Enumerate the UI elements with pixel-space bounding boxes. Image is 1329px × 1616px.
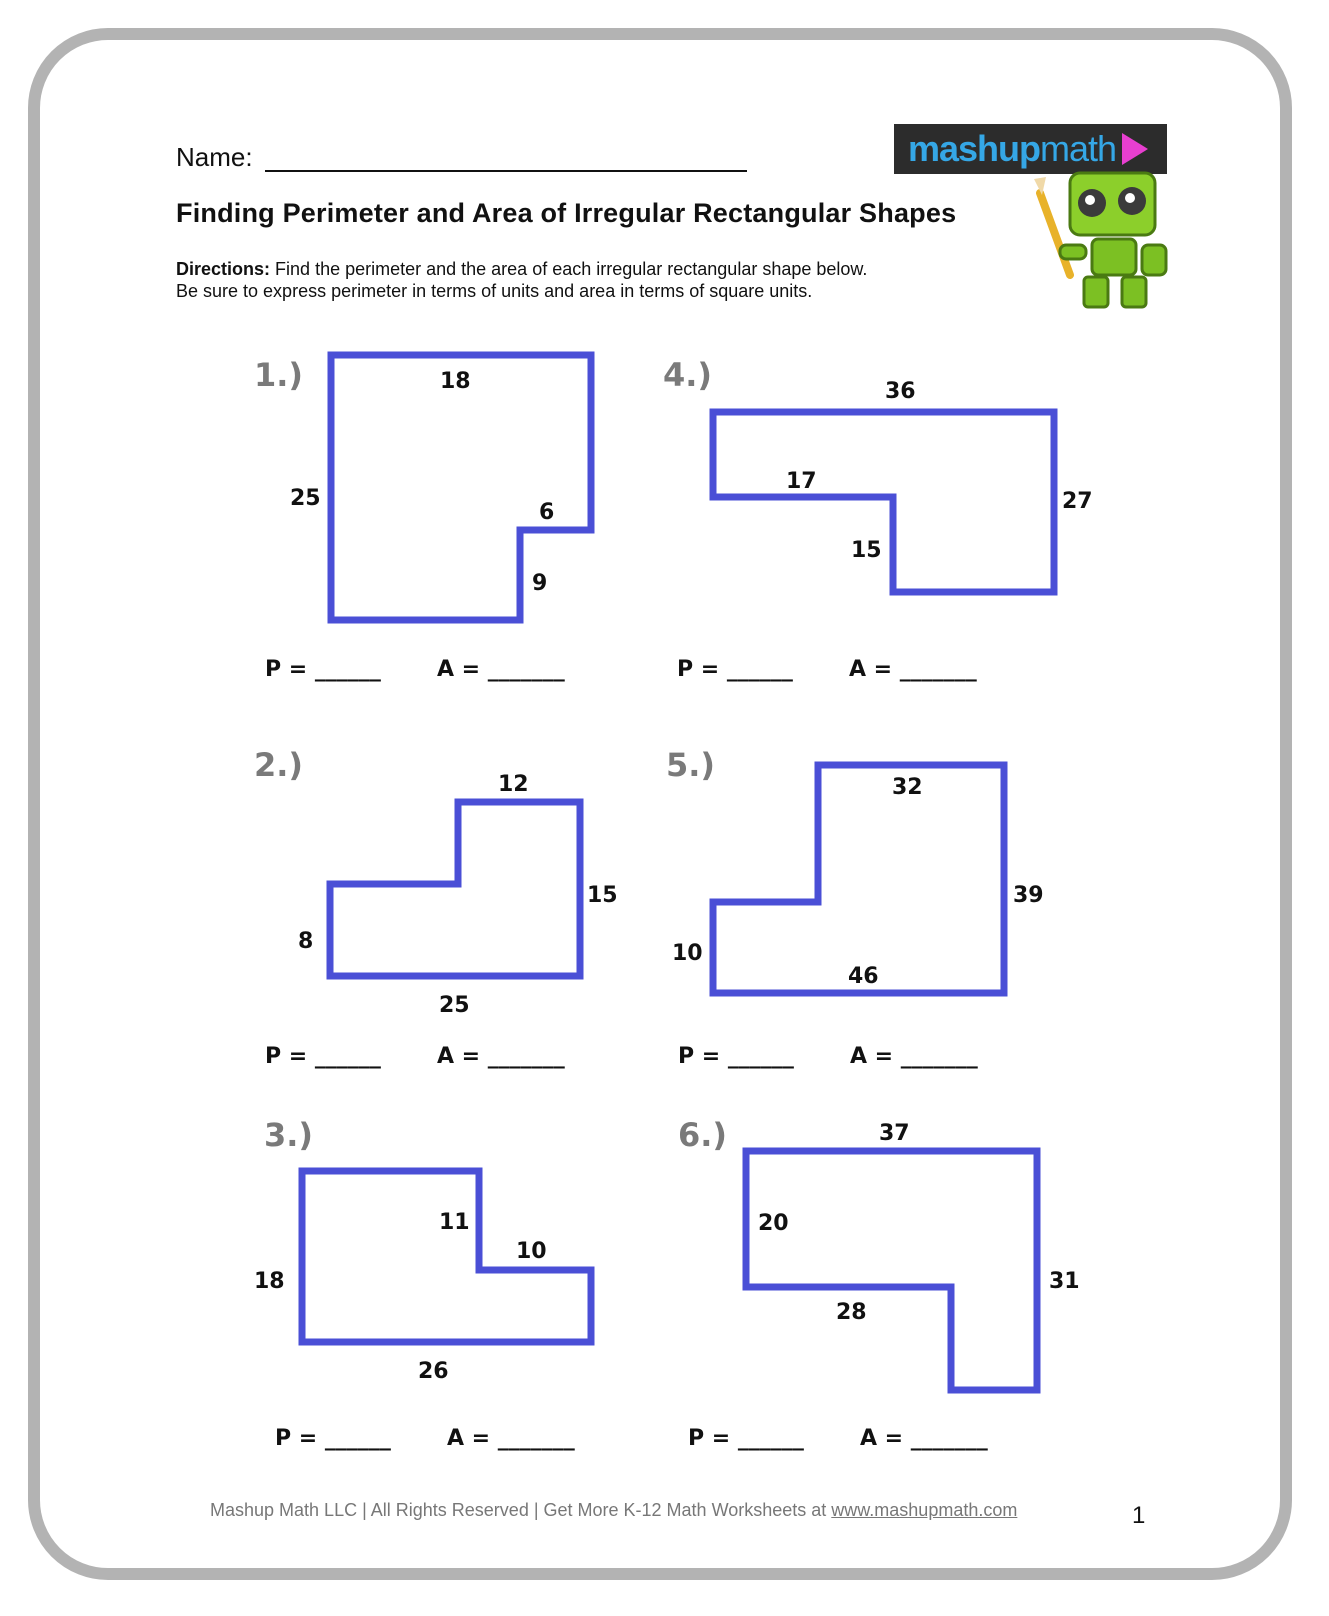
problem-6-number: 6.) — [678, 1116, 728, 1154]
problem-2-dim-top: 12 — [498, 772, 529, 797]
shape-6 — [746, 1151, 1037, 1390]
directions-line-2: Be sure to express perimeter in terms of units and area in terms of square units. — [176, 281, 813, 301]
problem-6-area-answer[interactable]: A = _______ — [860, 1426, 988, 1451]
problem-6-dim-top: 37 — [879, 1121, 910, 1146]
problem-1-dim-inner: 9 — [532, 571, 548, 596]
problem-2-dim-left: 8 — [298, 929, 314, 954]
shape-4 — [713, 412, 1054, 592]
footer — [210, 1500, 1017, 1521]
problem-3-area-answer[interactable]: A = _______ — [447, 1426, 575, 1451]
problem-3-dim-inner-vertical: 11 — [439, 1210, 470, 1235]
problem-4-perimeter-answer[interactable]: P = ______ — [677, 657, 793, 682]
problem-6-perimeter-answer[interactable]: P = ______ — [688, 1426, 804, 1451]
problem-1-dim-top: 18 — [440, 369, 471, 394]
page-number: 1 — [1132, 1502, 1146, 1529]
problem-3-dim-step: 10 — [516, 1239, 547, 1264]
problem-2-dim-bottom: 25 — [439, 993, 470, 1018]
footer-text: Mashup Math LLC | All Rights Reserved | Get More K-12 Math Worksheets at — [210, 1500, 832, 1520]
worksheet-title: Finding Perimeter and Area of Irregular Rectangular Shapes — [176, 198, 957, 228]
problem-5-number: 5.) — [666, 746, 716, 784]
problem-3-number: 3.) — [264, 1116, 314, 1154]
problem-4-number: 4.) — [663, 356, 713, 394]
problem-5-dim-bottom: 46 — [848, 964, 879, 989]
problem-1-dim-step: 6 — [539, 500, 555, 525]
problem-1-number: 1.) — [254, 356, 304, 394]
problem-2-area-answer[interactable]: A = _______ — [437, 1044, 565, 1069]
problem-4-dim-right: 27 — [1062, 489, 1093, 514]
problem-3-dim-bottom: 26 — [418, 1359, 449, 1384]
shape-5 — [713, 765, 1004, 993]
problem-6-dim-inner-horizontal: 28 — [836, 1300, 867, 1325]
problem-3-dim-left: 18 — [254, 1269, 285, 1294]
logo-text-math: math — [1040, 128, 1117, 169]
problem-2-perimeter-answer[interactable]: P = ______ — [265, 1044, 381, 1069]
problem-5-dim-left: 10 — [672, 941, 703, 966]
problem-2-dim-right: 15 — [587, 883, 618, 908]
problem-1-perimeter-answer[interactable]: P = ______ — [265, 657, 381, 682]
problem-3-perimeter-answer[interactable]: P = ______ — [275, 1426, 391, 1451]
footer-link[interactable]: www.mashupmath.com — [831, 1500, 1018, 1520]
problem-4-dim-inner-vertical: 15 — [851, 538, 882, 563]
directions-label: Directions: — [176, 259, 271, 279]
problem-5-dim-right: 39 — [1013, 883, 1044, 908]
name-label: Name: — [176, 142, 253, 172]
shape-3 — [302, 1171, 591, 1342]
problem-4-dim-inner-horizontal: 17 — [786, 469, 817, 494]
problem-5-area-answer[interactable]: A = _______ — [850, 1044, 978, 1069]
problem-2-number: 2.) — [254, 746, 304, 784]
problem-4-area-answer[interactable]: A = _______ — [849, 657, 977, 682]
problem-4-dim-top: 36 — [885, 379, 916, 404]
problem-5-perimeter-answer[interactable]: P = ______ — [678, 1044, 794, 1069]
logo-text-mashup: mashup — [908, 128, 1041, 169]
shape-2 — [330, 802, 580, 976]
problem-6-dim-left: 20 — [758, 1211, 789, 1236]
problem-5-dim-top: 32 — [892, 775, 923, 800]
problem-6-dim-right: 31 — [1049, 1269, 1080, 1294]
problem-1-dim-left: 25 — [290, 486, 321, 511]
directions-line-1: Find the perimeter and the area of each irregular rectangular shape below. — [275, 259, 868, 279]
problem-1-area-answer[interactable]: A = _______ — [437, 657, 565, 682]
shape-1 — [331, 355, 591, 620]
